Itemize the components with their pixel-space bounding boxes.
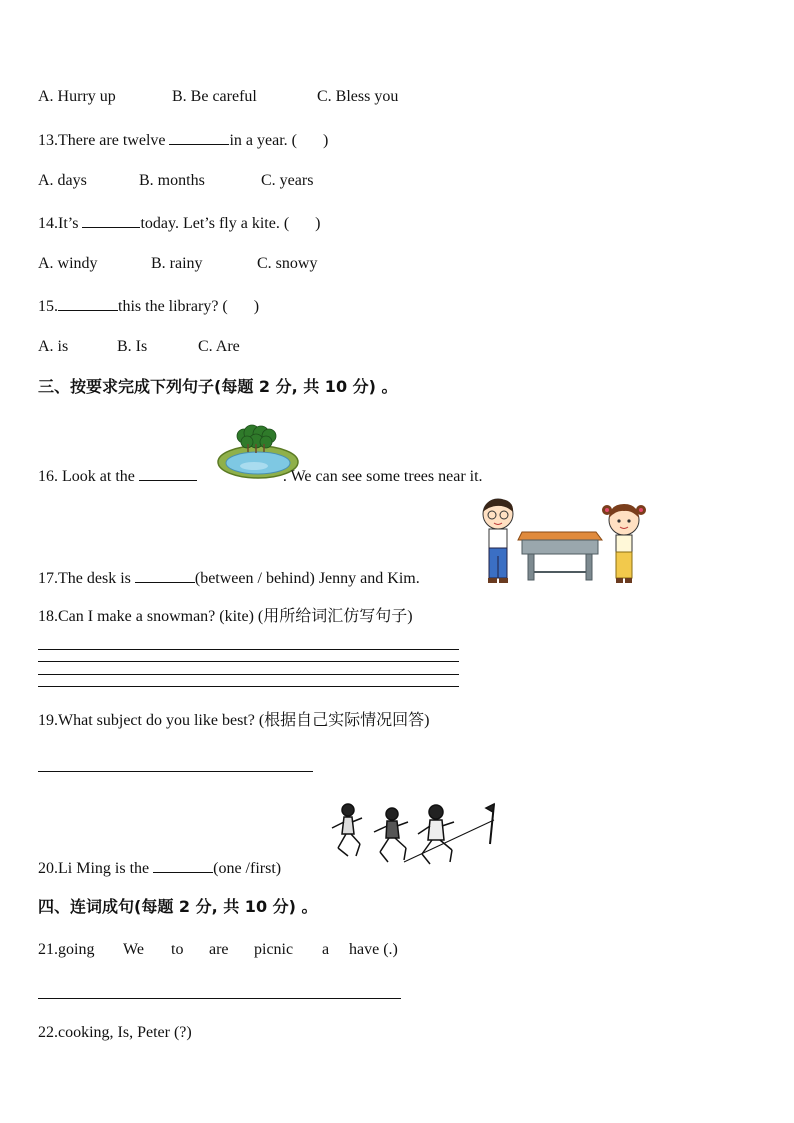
q21-word-6: a: [322, 941, 330, 958]
q16-answer-blank[interactable]: [139, 465, 197, 481]
q21-word-1: going: [58, 941, 95, 958]
q21-number: 21.: [38, 941, 58, 958]
q15-option-b: B. Is: [117, 338, 148, 355]
q14-answer-blank[interactable]: [82, 212, 140, 228]
q15-options: [38, 337, 240, 357]
q18-answer-line-3[interactable]: [38, 674, 459, 675]
q20-text-after: (one /first): [213, 860, 282, 877]
q14-option-c: C. snowy: [257, 255, 318, 272]
question-13: [38, 129, 328, 151]
q21-answer-line[interactable]: [38, 998, 401, 999]
q15-text-before: 15.: [38, 298, 58, 315]
q21-word-5: picnic: [254, 941, 294, 958]
q15-text-after: this the library? (: [118, 298, 228, 315]
q13-option-a: A. days: [38, 172, 87, 189]
q14-options: [38, 254, 317, 274]
runners-icon: [326, 800, 498, 870]
boy-icon: [483, 499, 513, 583]
q17-text-after: (between / behind) Jenny and Kim.: [194, 570, 420, 587]
q17-text-before: 17.The desk is: [38, 570, 135, 587]
q20-answer-blank[interactable]: [153, 857, 213, 873]
q13-answer-blank[interactable]: [169, 129, 229, 145]
q21-word-7: have (.): [349, 941, 398, 958]
q14-text-before: 14.It’s: [38, 215, 83, 232]
question-17: [38, 567, 420, 589]
desk-icon: [518, 532, 602, 580]
runners-race-picture: [326, 800, 498, 870]
girl-icon: [602, 504, 646, 583]
q14-close-paren: ): [315, 215, 321, 232]
children-desk-icon: [478, 496, 650, 586]
q13-text-after: in a year. (: [229, 132, 298, 149]
q16-text-before: 16. Look at the: [38, 468, 139, 485]
q14-option-b: B. rainy: [151, 255, 203, 272]
q18-answer-line-2[interactable]: [38, 661, 459, 662]
section-4-heading: 四、连词成句(每题 2 分, 共 10 分) 。: [38, 897, 318, 916]
q18-answer-line-1[interactable]: [38, 649, 459, 650]
q12-option-b: B. Be careful: [172, 88, 257, 105]
q12-options: [38, 87, 398, 107]
q21-word-2: We: [123, 941, 144, 958]
q15-option-a: A. is: [38, 338, 69, 355]
q21-word-4: are: [209, 941, 229, 958]
question-22: 22.cooking, Is, Peter (?): [38, 1024, 192, 1041]
q15-answer-blank[interactable]: [58, 295, 118, 311]
q14-text-after: today. Let’s fly a kite. (: [140, 215, 290, 232]
q13-text-before: 13.There are twelve: [38, 132, 170, 149]
question-14: [38, 212, 320, 234]
q19-answer-line[interactable]: [38, 771, 313, 772]
q17-answer-blank[interactable]: [135, 567, 195, 583]
q21-word-3: to: [171, 941, 184, 958]
q13-close-paren: ): [323, 132, 329, 149]
q16-text-after: . We can see some trees near it.: [282, 468, 483, 485]
boy-desk-girl-picture: [478, 496, 650, 586]
q20-text-before: 20.Li Ming is the: [38, 860, 154, 877]
question-15: [38, 295, 259, 317]
question-21: [38, 940, 398, 960]
question-16: [38, 465, 483, 487]
q13-options: [38, 171, 313, 191]
q15-option-c: C. Are: [198, 338, 240, 355]
question-19: 19.What subject do you like best? (根据自己实际情况回答): [38, 712, 430, 729]
q12-option-c: C. Bless you: [317, 88, 399, 105]
q14-option-a: A. windy: [38, 255, 98, 272]
q13-option-b: B. months: [139, 172, 205, 189]
q13-option-c: C. years: [261, 172, 314, 189]
q12-option-a: A. Hurry up: [38, 88, 116, 105]
question-20: [38, 857, 281, 879]
question-18: 18.Can I make a snowman? (kite) (用所给词汇仿写句子): [38, 608, 413, 625]
q18-answer-line-4[interactable]: [38, 686, 459, 687]
section-3-heading: 三、按要求完成下列句子(每题 2 分, 共 10 分) 。: [38, 377, 398, 396]
q15-close-paren: ): [253, 298, 260, 315]
